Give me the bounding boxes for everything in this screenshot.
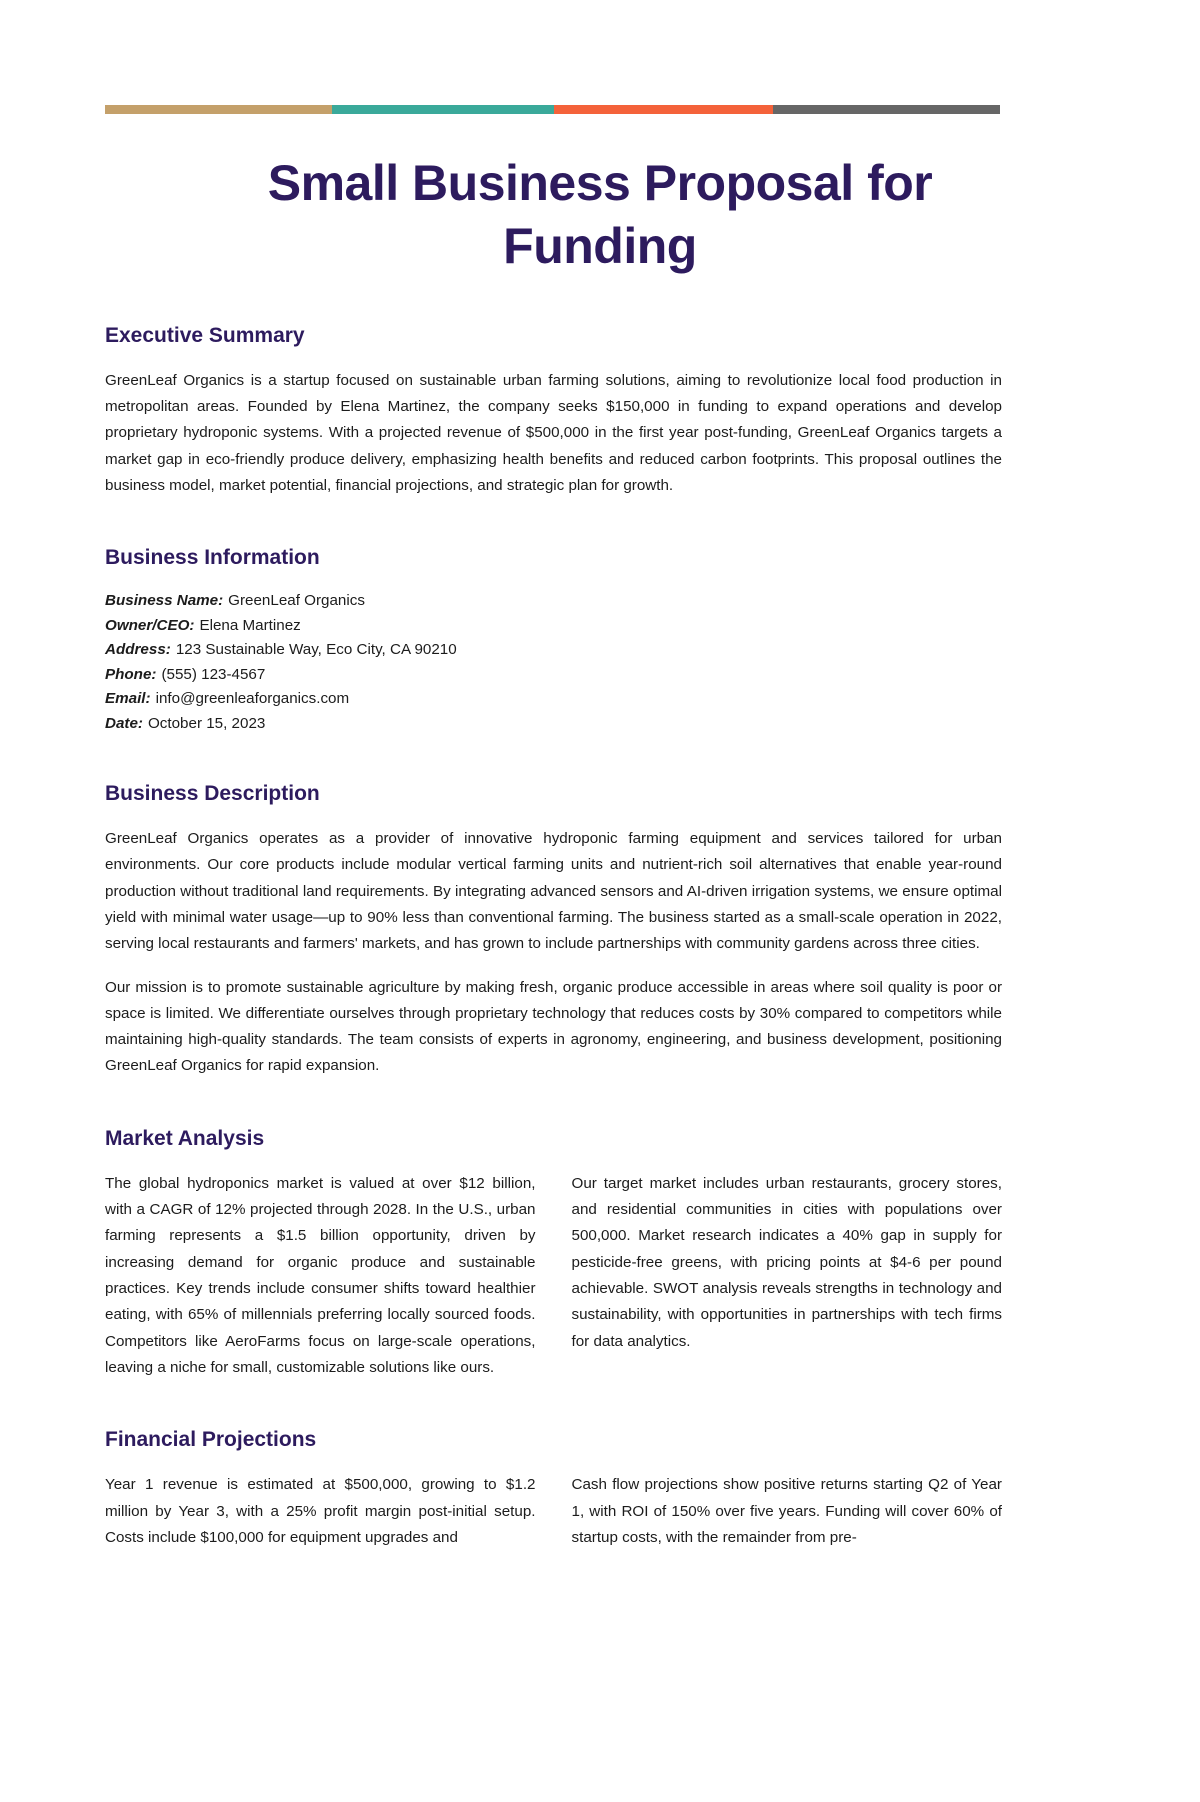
market-analysis-columns <box>105 1171 1002 1381</box>
header-rule-bar <box>105 105 1000 114</box>
section-heading-business-description: Business Description <box>105 782 320 806</box>
info-label-date: Date: <box>105 714 143 732</box>
info-value-phone: (555) 123-4567 <box>161 665 266 683</box>
page-title: Small Business Proposal for Funding <box>267 155 933 274</box>
info-label-address: Address: <box>105 641 171 659</box>
document-page <box>0 105 1200 1802</box>
section-heading-market-analysis: Market Analysis <box>105 1126 265 1150</box>
business-information-list <box>105 590 1002 735</box>
info-row-phone <box>105 664 1002 687</box>
info-value-date: October 15, 2023 <box>147 714 266 732</box>
info-label-phone: Phone: <box>105 665 157 683</box>
info-label-business-name: Business Name: <box>105 592 224 610</box>
info-row-owner-ceo <box>105 615 1002 638</box>
market-analysis-text-right: Our target market includes urban restaurants, grocery stores, and residential communities in cities with populations over 500,000. Market research indicates a 40% gap in supply for pesticide-free greens, with pricing points at $4-6 per pound achievable. SWOT analysis reveals strengths in technology and sustainability, with opportunities in partnerships with tech firms for data analytics. <box>571 1174 1002 1350</box>
info-row-email <box>105 688 1002 711</box>
executive-summary-paragraph: GreenLeaf Organics is a startup focused on sustainable urban farming solutions, aiming to revolutionize local food production in metropolitan areas. Founded by Elena Martinez, the company seeks $150,000 in funding to expand operations and develop proprietary hydroponic systems. With a projected revenue of $500,000 in the first year post-funding, GreenLeaf Organics targets a market gap in eco-friendly produce delivery, emphasizing health benefits and reduced carbon footprints. This proposal outlines the business model, market potential, financial projections, and strategic plan for growth. <box>105 372 1002 494</box>
market-analysis-text-left: The global hydroponics market is valued at over $12 billion, with a CAGR of 12% projected through 2028. In the U.S., urban farming represents a $1.5 billion opportunity, driven by increasing demand for organic produce and sustainable practices. Key trends include consumer shifts toward healthier eating, with 65% of millennials preferring locally sourced foods. Competitors like AeroFarms focus on large-scale operations, leaving a niche for small, customizable solutions like ours. <box>105 1174 536 1376</box>
financial-projections-column-right <box>572 1472 1003 1551</box>
business-description-paragraph-2: Our mission is to promote sustainable agriculture by making fresh, organic produce accessible in areas where soil quality is poor or space is limited. We differentiate ourselves through proprietary technology that reduces costs by 30% compared to competitors while maintaining high-quality standards. The team consists of experts in agronomy, engineering, and business development, positioning GreenLeaf Organics for rapid expansion. <box>105 978 1002 1075</box>
financial-projections-columns <box>105 1472 1002 1551</box>
info-row-date <box>105 713 1002 736</box>
info-value-email: info@greenleaforganics.com <box>155 690 350 708</box>
info-value-owner-ceo: Elena Martinez <box>199 616 301 634</box>
rule-segment-2 <box>332 105 554 114</box>
section-heading-financial-projections: Financial Projections <box>105 1428 317 1452</box>
info-value-address: 123 Sustainable Way, Eco City, CA 90210 <box>175 641 457 659</box>
info-row-business-name <box>105 590 1002 613</box>
market-analysis-column-left <box>105 1171 536 1381</box>
financial-projections-column-left <box>105 1472 536 1551</box>
info-value-business-name: GreenLeaf Organics <box>228 592 365 610</box>
rule-segment-4 <box>773 105 1000 114</box>
section-heading-business-information: Business Information <box>105 545 320 569</box>
rule-segment-3 <box>554 105 774 114</box>
financial-projections-text-right: Cash flow projections show positive returns starting Q2 of Year 1, with ROI of 150% over five years. Funding will cover 60% of startup costs, with the remainder from pre- <box>571 1476 1002 1546</box>
market-analysis-column-right <box>572 1171 1003 1381</box>
info-row-address <box>105 639 1002 662</box>
info-label-owner-ceo: Owner/CEO: <box>105 616 195 634</box>
info-label-email: Email: <box>105 690 151 708</box>
financial-projections-text-left: Year 1 revenue is estimated at $500,000, growing to $1.2 million by Year 3, with a 25% profit margin post-initial setup. Costs include $100,000 for equipment upgrades and <box>105 1476 536 1546</box>
section-heading-executive-summary: Executive Summary <box>105 324 305 347</box>
business-description-paragraph-1: GreenLeaf Organics operates as a provider of innovative hydroponic farming equipment and services tailored for urban environments. Our core products include modular vertical farming units and nutrient-rich soil alternatives that enable year-round production without traditional land requirements. By integrating advanced sensors and AI-driven irrigation systems, we ensure optimal yield with minimal water usage—up to 90% less than conventional farming. The business started as a small-scale operation in 2022, serving local restaurants and farmers' markets, and has grown to include partnerships with community gardens across three cities. <box>105 830 1002 952</box>
document-body <box>105 323 1002 1551</box>
rule-segment-1 <box>105 105 332 114</box>
